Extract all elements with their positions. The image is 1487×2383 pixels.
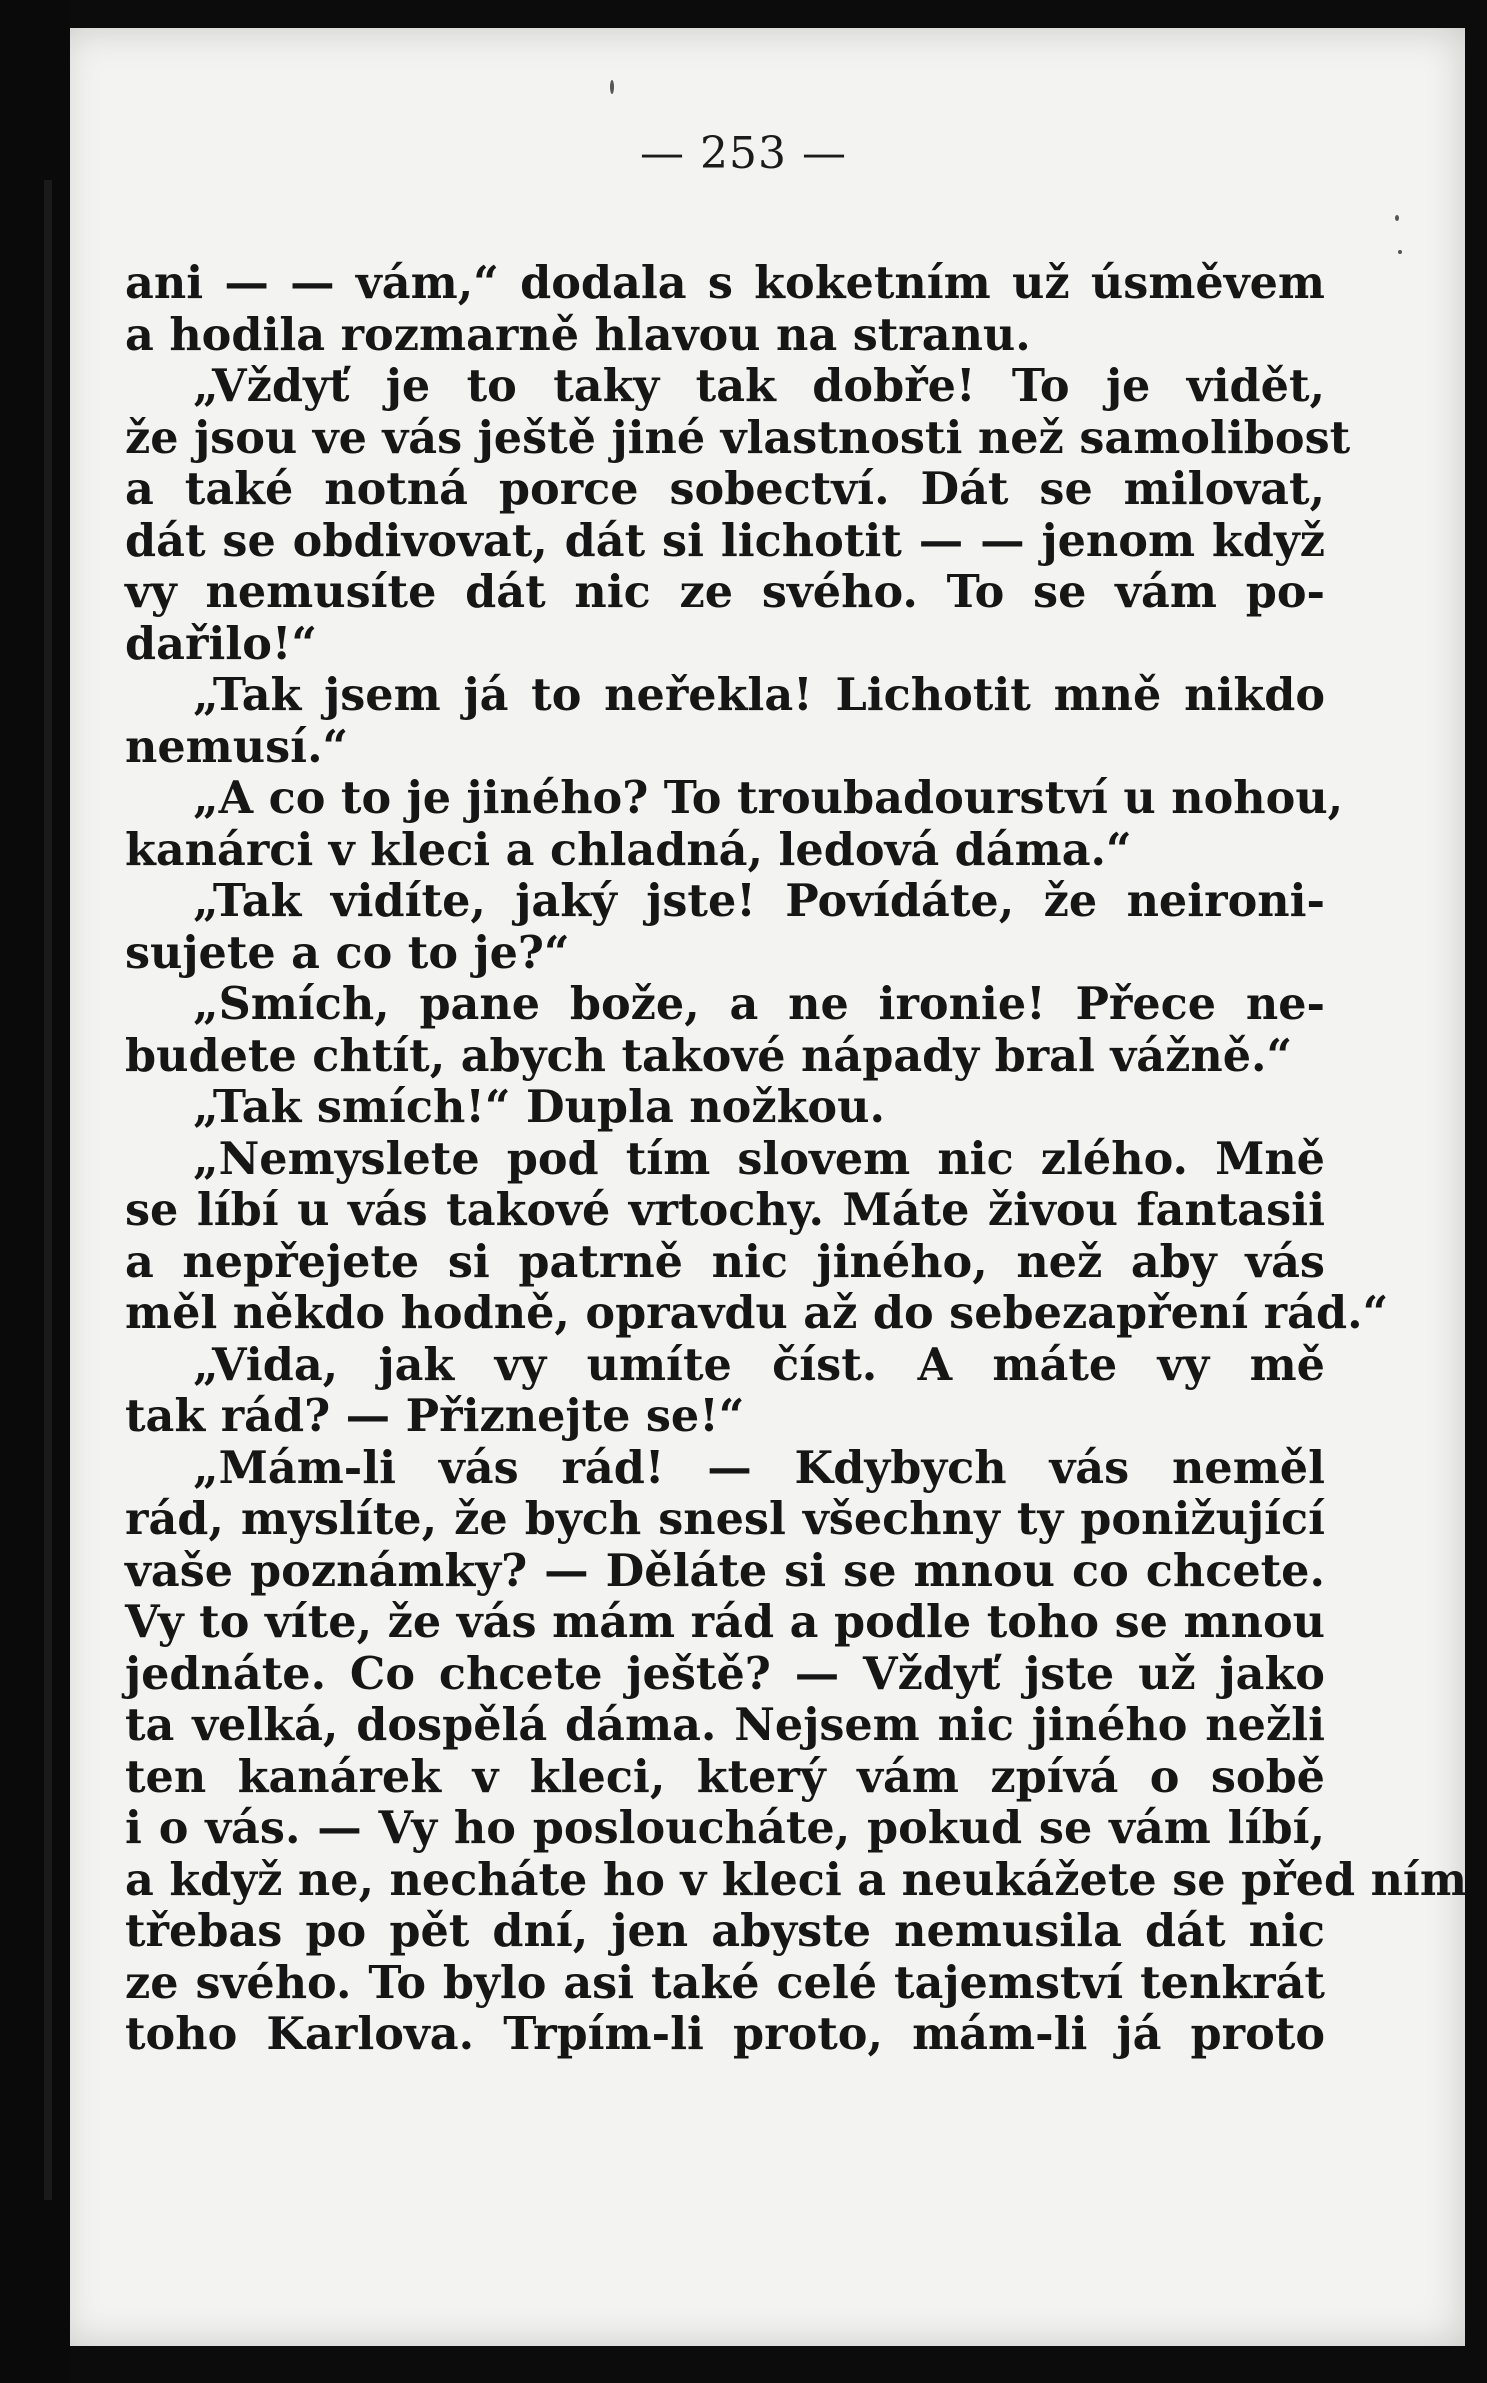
text-line: jednáte. Co chcete ještě? — Vždyť jste už jako	[125, 1647, 1325, 1700]
text-line: vaše poznámky? — Děláte si se mnou co chcete.	[125, 1544, 1325, 1597]
text-line: toho Karlova. Trpím-li proto, mám-li já proto	[125, 2008, 1325, 2060]
text-line: i o vás. — Vy ho posloucháte, pokud se vám líbí,	[125, 1802, 1325, 1854]
body-text	[125, 257, 1467, 2061]
text-line: dařilo!“	[125, 617, 318, 670]
text-line: „Smích, pane bože, a ne ironie! Přece ne-	[193, 978, 1325, 1030]
text-line: a také notná porce sobectví. Dát se milovat,	[125, 463, 1325, 515]
text-line: a když ne, necháte ho v kleci a neukážete se před ním	[125, 1853, 1467, 1906]
text-line: vy nemusíte dát nic ze svého. To se vám po-	[125, 566, 1325, 618]
page-number: — 253 —	[640, 128, 847, 179]
text-line: dát se obdivovat, dát si lichotit — — jenom když	[125, 514, 1325, 567]
scan-speck	[1398, 250, 1402, 254]
text-line: ta velká, dospělá dáma. Nejsem nic jiného nežli	[125, 1699, 1325, 1751]
text-line: že jsou ve vás ještě jiné vlastnosti než samolibost	[125, 411, 1351, 464]
text-line: „Tak vidíte, jaký jste! Povídáte, že neironi-	[193, 875, 1325, 927]
text-line: budete chtít, abych takové nápady bral vážně.“	[125, 1029, 1293, 1082]
text-line: „Nemyslete pod tím slovem nic zlého. Mně	[193, 1132, 1325, 1185]
text-line: sujete a co to je?“	[125, 926, 570, 979]
text-line: „Tak smích!“ Dupla nožkou.	[193, 1081, 885, 1133]
text-line: tak rád? — Přiznejte se!“	[125, 1390, 745, 1442]
text-line: měl někdo hodně, opravdu až do sebezapření rád.“	[125, 1287, 1389, 1339]
text-line: „A co to je jiného? To troubadourství u nohou,	[193, 772, 1344, 824]
text-line: ten kanárek v kleci, který vám zpívá o sobě	[125, 1750, 1325, 1803]
text-line: ani — — vám,“ dodala s koketním už úsměvem	[125, 257, 1325, 309]
page-edge-shadow	[0, 0, 70, 2383]
text-line: ze svého. To bylo asi také celé tajemství tenkrát	[125, 1956, 1325, 2009]
text-line: a hodila rozmarně hlavou na stranu.	[125, 308, 1031, 361]
text-line: třebas po pět dní, jen abyste nemusila dát nic	[125, 1905, 1325, 1957]
scan-speck	[1395, 215, 1399, 221]
text-line: „Vida, jak vy umíte číst. A máte vy mě	[193, 1338, 1325, 1391]
text-line: kanárci v kleci a chladná, ledová dáma.“	[125, 823, 1132, 876]
text-line: nemusí.“	[125, 720, 349, 773]
text-line: „Tak jsem já to neřekla! Lichotit mně nikdo	[193, 669, 1325, 721]
scan-speck	[610, 80, 614, 94]
text-line: se líbí u vás takové vrtochy. Máte živou fantasii	[125, 1184, 1325, 1236]
text-line: Vy to víte, že vás mám rád a podle toho se mnou	[125, 1596, 1325, 1648]
binding-edge	[44, 180, 52, 2200]
text-line: „Mám-li vás rád! — Kdybych vás neměl	[193, 1441, 1325, 1494]
text-line: „Vždyť je to taky tak dobře! To je vidět,	[193, 360, 1325, 412]
text-line: rád, myslíte, že bych snesl všechny ty ponižující	[125, 1493, 1325, 1545]
text-line: a nepřejete si patrně nic jiného, než aby vás	[125, 1235, 1325, 1288]
